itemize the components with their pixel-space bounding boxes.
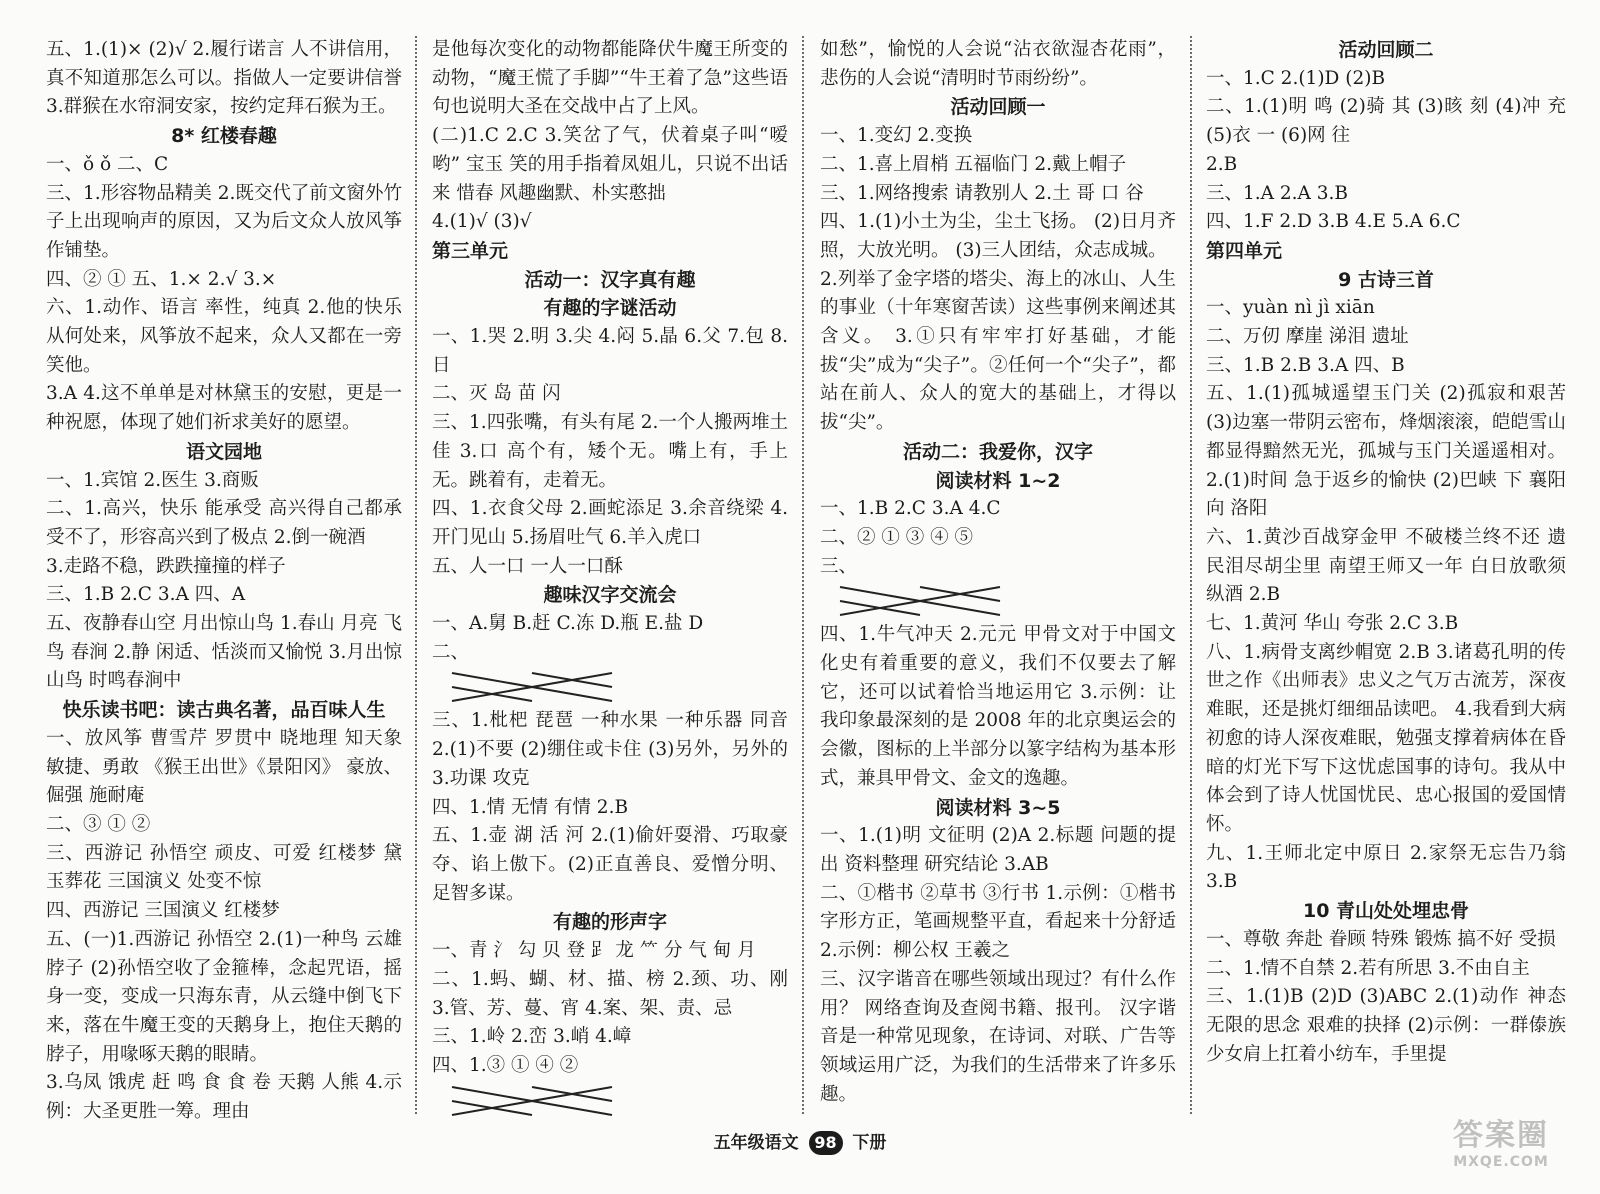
answer-line: 三、1.B 2.C 3.A 四、A <box>46 584 246 606</box>
column-4 <box>1206 36 1566 1120</box>
section-heading: 活动回顾二 <box>1338 39 1434 61</box>
answer-line: 五、人一口 一人一口酥 <box>432 555 623 577</box>
answer-line: 一、1.C 2.(1)D (2)B <box>1206 67 1386 89</box>
answer-line: 三、汉字谐音在哪些领域出现过？有什么作用？ 网络查询及查阅书籍、报刊。 汉字谐音是一种常见现象，在诗词、对联、广告等领域运用广泛，为我们的生活带来了许多乐趣。 <box>820 968 1176 1105</box>
watermark-url: MXQE.COM <box>1453 1154 1549 1170</box>
matching-lines-figure <box>432 1081 632 1120</box>
section-heading: 活动二：我爱你，汉字 <box>902 440 1093 463</box>
column-divider <box>415 36 417 1114</box>
section-heading: 快乐读书吧：读古典名著，品百味人生 <box>62 699 386 722</box>
answer-line: 一、yuàn nì jì xiān <box>1206 297 1375 319</box>
answer-line: (二)1.C 2.C 3.笑岔了气，伏着桌子叫“嗳哟” 宝玉 笑的用手指着凤姐儿，只说不出话来 惜春 风趣幽默、朴实憨拙 <box>432 125 788 204</box>
answer-line: 二、1.高兴，快乐 能承受 高兴得自己都承受不了，形容高兴到了极点 2.倒一碗酒 <box>46 498 402 548</box>
matching-lines-figure <box>432 667 632 707</box>
answer-line: 四、② ① 五、1.× 2.√ 3.× <box>46 268 277 290</box>
answer-line: 如愁”，愉悦的人会说“沾衣欲湿杏花雨”，悲伤的人会说“清明时节雨纷纷”。 <box>820 39 1176 89</box>
answer-line: 一、1.变幻 2.变换 <box>820 125 973 147</box>
answer-line: 一、放风筝 曹雪芹 罗贯中 晓地理 知天象 敏捷、勇敢 《猴王出世》《景阳冈》 豪放、倔强 施耐庵 <box>46 727 402 807</box>
answer-line: 2.B <box>1206 153 1238 175</box>
answer-line: 三、1.四张嘴，有头有尾 2.一个人搬两堆土 佳 3.口 高个有，矮个无。嘴上有，手上无。跳着有，走着无。 <box>432 412 788 491</box>
section-heading: 趣味汉字交流会 <box>543 584 677 607</box>
answer-line: 六、1.动作、语言 率性，纯真 2.他的快乐从何处来，风筝放不起来，众人又都在一旁笑他。 <box>46 297 402 376</box>
answer-line: 二、灭 岛 苗 闪 <box>432 383 561 405</box>
section-heading: 有趣的字谜活动 <box>543 297 677 320</box>
answer-line: 八、1.病骨支离纱帽宽 2.B 3.诸葛孔明的传世之作《出师表》忠义之气万古流芳，深夜难眠，还是挑灯细细品读吧。 4.我看到大病初愈的诗人深夜难眠，勉强支撑着病体在昏暗的灯光下写下这忧虑国事的诗句。我从中体会到了诗人忧国忧民、忠心报国的爱国情怀。 <box>1206 641 1566 835</box>
answer-line: 二、② ① ③ ④ ⑤ <box>820 526 974 548</box>
column-1 <box>46 36 402 1120</box>
section-heading: 语文园地 <box>185 440 262 463</box>
column-divider <box>802 36 804 1114</box>
answer-line: 一、1.哭 2.明 3.尖 4.闷 5.晶 6.父 7.包 8.日 <box>432 326 788 376</box>
answer-line: 一、1.B 2.C 3.A 4.C <box>820 498 1001 520</box>
answer-line: 是他每次变化的动物都能降伏牛魔王所变的动物，“魔王慌了手脚”“牛王着了急”这些语句也说明大圣在交战中占了上风。 <box>432 39 788 118</box>
answer-line: 3.走路不稳，跌跌撞撞的样子 <box>46 555 286 577</box>
answer-line: 五、夜静春山空 月出惊山鸟 1.春山 月亮 飞鸟 春涧 2.静 闲适、恬淡而又愉悦 3.月出惊山鸟 时鸣春涧中 <box>46 613 402 692</box>
watermark-title: 答案圈 <box>1453 1118 1549 1153</box>
answer-line: 二、1.情不自禁 2.若有所思 3.不由自主 <box>1206 957 1530 979</box>
column-2 <box>432 36 788 1120</box>
answer-line: 三、1.枇杷 琵琶 一种水果 一种乐器 同音 2.(1)不要 (2)绷住或卡住 (3)另外，另外的 3.功课 攻克 <box>432 710 788 789</box>
answer-line: 七、1.黄河 华山 夸张 2.C 3.B <box>1206 613 1459 635</box>
answer-line: 二、 <box>432 641 470 663</box>
answer-line: 四、1.牛气冲天 2.元元 甲骨文对于中国文化史有着重要的意义，我们不仅要去了解它，还可以试着恰当地运用它 3.示例：让我印象最深刻的是 2008 年的北京奥运会的会徽，图标的上半部分以篆字结构为基本形式，兼具甲骨文、金文的逸趣。 <box>820 624 1176 789</box>
answer-line: 一、青 氵 勾 贝 登 𧾷 龙 ⺮ 分 气 甸 月 <box>432 940 756 962</box>
page-number: 98 <box>809 1131 843 1155</box>
answer-line: 4.(1)√ (3)√ <box>432 211 532 233</box>
answer-line: 五、1.(1)× (2)√ 2.履行诺言 人不讲信用，真不知道那怎么可以。指做人一定要讲信誉 3.群猴在水帘洞安家，按约定拜石猴为王。 <box>46 39 402 118</box>
footer-grade-subject: 五年级语文 <box>713 1133 799 1153</box>
answer-line: 二、③ ① ② <box>46 813 151 835</box>
answer-line: 五、1.(1)孤城遥望玉门关 (2)孤寂和艰苦 (3)边塞一带阴云密布，烽烟滚滚，皑皑雪山都显得黯然无光，孤城与玉门关遥遥相对。 2.(1)时间 急于返乡的愉快 (2)巴峡 下 襄阳 向 洛阳 <box>1206 383 1566 520</box>
answer-line: 九、1.王师北定中原日 2.家祭无忘告乃翁 3.B <box>1206 842 1566 893</box>
watermark-logo <box>1426 1110 1576 1180</box>
section-heading: 阅读材料 1~2 <box>935 469 1061 492</box>
answer-line: 五、(一)1.西游记 孙悟空 2.(1)一种鸟 云雄 脖子 (2)孙悟空收了金箍棒，念起咒语，摇身一变，变成一只海东青，从云缝中倒飞下来，落在牛魔王变的天鹅身上，抱住天鹅的脖子，用喙啄天鹅的眼睛。 <box>46 928 402 1065</box>
answer-line: 三、1.网络搜索 请教别人 2.土 哥 口 谷 <box>820 182 1144 204</box>
section-heading: 活动回顾一 <box>950 96 1046 119</box>
matching-lines-answer <box>820 553 1176 622</box>
section-heading: 9 古诗三首 <box>1338 268 1434 291</box>
section-heading: 活动一：汉字真有趣 <box>524 268 696 291</box>
answer-line: 三、1.形容物品精美 2.既交代了前文窗外竹子上出现响声的原因，又为后文众人放风筝作铺垫。 <box>46 182 402 261</box>
answer-line: 三、1.B 2.B 3.A 四、B <box>1206 354 1405 376</box>
section-heading: 有趣的形声字 <box>552 911 667 934</box>
answer-line: 五、1.壶 湖 活 河 2.(1)偷奸耍滑、巧取豪夺、谄上傲下。(2)正直善良、爱憎分明、足智多谋。 <box>432 825 788 904</box>
answer-line: 四、1.情 无情 有情 2.B <box>432 796 629 818</box>
section-heading: 10 青山处处埋忠骨 <box>1302 900 1470 923</box>
answer-line: 3.A 4.这不单单是对林黛玉的安慰，更是一种祝愿，体现了她们祈求美好的愿望。 <box>46 383 402 434</box>
matching-lines-figure <box>820 581 1020 621</box>
answer-line: 3.乌凤 饿虎 赶 鸣 食 食 卷 天鹅 人熊 4.示例：大圣更胜一筹。理由 <box>46 1072 402 1120</box>
answer-line: 一、ǒ ǒ 二、C <box>46 153 169 175</box>
answer-line: 二、1.(1)明 鸣 (2)骑 其 (3)晐 刻 (4)冲 充 (5)衣 一 (6)网 往 <box>1206 96 1566 147</box>
answer-line: 一、1.(1)明 文征明 (2)A 2.标题 问题的提出 资料整理 研究结论 3.AB <box>820 825 1176 875</box>
answer-line: 四、西游记 三国演义 红楼梦 <box>46 900 280 922</box>
footer-volume: 下册 <box>852 1133 887 1153</box>
answer-line: 四、1.F 2.D 3.B 4.E 5.A 6.C <box>1206 211 1461 233</box>
answer-line: 四、1.③ ① ④ ② <box>432 1054 579 1076</box>
answer-line: 二、万仞 摩崖 涕泪 遗址 <box>1206 326 1409 348</box>
answer-line: 2.列举了金字塔的塔尖、海上的冰山、人生的事业（十年寒窗苦读）这些事例来阐述其含义。 3.①只有牢牢打好基础，才能拔“尖”成为“尖子”。②任何一个“尖子”，都站在前人、众人的宽大的基础上，才得以拔“尖”。 <box>820 268 1176 434</box>
answer-line: 六、1.黄沙百战穿金甲 不破楼兰终不还 遗民泪尽胡尘里 南望王师又一年 白日放歌须纵酒 2.B <box>1206 526 1566 606</box>
column-divider <box>1190 36 1192 1114</box>
matching-lines-answer <box>432 639 788 708</box>
answer-line: 三、1.A 2.A 3.B <box>1206 182 1349 204</box>
section-heading: 8* 红楼春趣 <box>171 125 277 148</box>
page-footer <box>0 1128 1600 1155</box>
answer-line: 一、1.宾馆 2.医生 3.商贩 <box>46 469 259 491</box>
answer-line: 三、西游记 孙悟空 顽皮、可爱 红楼梦 黛玉葬花 三国演义 处变不惊 <box>46 842 402 893</box>
column-3 <box>820 36 1176 1120</box>
answer-line: 三、1.岭 2.峦 3.峭 4.嶂 <box>432 1026 632 1048</box>
section-heading: 阅读材料 3~5 <box>935 796 1061 819</box>
answer-line: 四、1.(1)小土为尘，尘土飞扬。 (2)日月齐照，大放光明。 (3)三人团结，众志成城。 <box>820 211 1176 261</box>
answer-line: 一、尊敬 奔赴 眷顾 特殊 锻炼 搞不好 受损 <box>1206 928 1556 950</box>
matching-lines-answer <box>432 1052 788 1120</box>
answer-line: 四、1.衣食父母 2.画蛇添足 3.余音绕梁 4.开门见山 5.扬眉吐气 6.羊入虎口 <box>432 498 788 548</box>
answer-line: 三、 <box>820 555 858 577</box>
answer-line: 二、①楷书 ②草书 ③行书 1.示例：①楷书字形方正，笔画规整平直，看起来十分舒适 2.示例：柳公权 王羲之 <box>820 882 1176 962</box>
answer-line: 一、A.舅 B.赶 C.冻 D.瓶 E.盐 D <box>432 613 704 635</box>
answer-line: 二、1.喜上眉梢 五福临门 2.戴上帽子 <box>820 153 1127 175</box>
unit-heading: 第三单元 <box>432 239 509 262</box>
answer-line: 三、1.(1)B (2)D (3)ABC 2.(1)动作 神态 无限的思念 艰难的抉择 (2)示例：一群傣族少女肩上扛着小纺车，手里提 <box>1206 986 1566 1065</box>
answer-line: 二、1.蚂、蝴、材、描、榜 2.颈、功、刚 3.管、芳、蔓、宵 4.案、架、责、忌 <box>432 968 788 1019</box>
unit-heading: 第四单元 <box>1206 239 1283 262</box>
